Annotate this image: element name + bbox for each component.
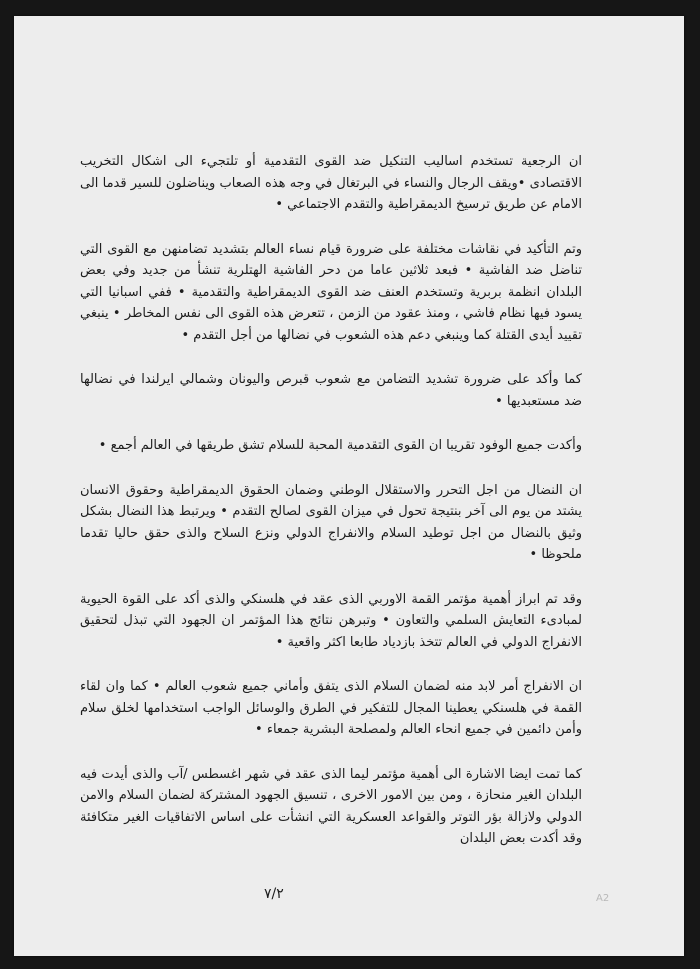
paragraph-6: وقد تم ابراز أهمية مؤتمر القمة الاوربي الذى عقد في هلسنكي والذى أكد على القوة الحيوية لمبادىء التعايش السلمي والتعاون • وتبرهن نتائج هذا المؤتمر ان الجهود التي تبذل لتحقيق الانفراج الدولي في العالم تتخذ بازدياد طابعا اكثر واقعية • bbox=[80, 591, 582, 650]
paragraph-3: كما وأكد على ضرورة تشديد التضامن مع شعوب قبرص واليونان وشمالي ايرلندا في نضالها ضد مستعبديها • bbox=[80, 372, 582, 409]
page-number: ٧/٢ bbox=[264, 886, 284, 902]
pencil-annotation: A2 bbox=[596, 893, 610, 904]
paragraph-7: ان الانفراج أمر لابد منه لضمان السلام الذى يتفق وأماني جميع شعوب العالم • كما وان لقاء القمة في هلسنكي يعطينا المجال للتفكير في الطرق والوسائل الواجب استخدامها لخلق سلام وأمن دائمين في جميع انحاء العالم ولمصلحة البشرية جمعاء • bbox=[80, 679, 582, 737]
paragraph-2: وتم التأكيد في نقاشات مختلفة على ضرورة قيام نساء العالم بتشديد تضامنهن مع القوى التي تناضل ضد الفاشية • فبعد ثلاثين عاما من دحر الفاشية الهتلرية تنشأ من جديد وفي بعض البلدان انظمة بربرية وتستخدم العنف ضد القوى الديمقراطية والتقدمية • ففي اسبانيا التي يسود فيها نظام فاشي ، ومنذ عقود من الزمن ، تتعرض هذه القوى الى نفس المخاطر • ينبغي تقييد أيدى القتلة كما وينبغي دعم هذه الشعوب في نضالها من أجل التقدم • bbox=[80, 241, 582, 343]
body-text bbox=[80, 151, 582, 873]
paragraph-1: ان الرجعية تستخدم اساليب التنكيل ضد القوى التقدمية أو تلتجيء الى اشكال التخريب الاقتصادى •ويقف الرجال والنساء في البرتغال في وجه هذه الصعاب ويناضلون للسير قدما الى الامام عن طريق ترسيخ الديمقراطية والتقدم الاجتماعي • bbox=[80, 154, 582, 212]
paragraph-8: كما تمت ايضا الاشارة الى أهمية مؤتمر ليما الذى عقد في شهر اغسطس /آب والذى أيدت فيه البلدان الغير منحازة ، ومن بين الامور الاخرى ، تنسيق الجهود المشتركة لضمان السلام والامن الدولي ولازالة بؤر التوتر والقواعد العسكرية التي انشأت على اساس الاتفاقيات الغير متكافئة وقد أكدت بعض البلدان bbox=[80, 766, 582, 846]
paragraph-5: ان النضال من اجل التحرر والاستقلال الوطني وضمان الحقوق الديمقراطية وحقوق الانسان يشتد من يوم الى آخر بنتيجة تحول في ميزان القوى لصالح التقدم • ويرتبط هذا النضال بشكل وثيق بالنضال من اجل توطيد السلام والانفراج الدولي ونزع السلاح والذى حقق حاليا تقدما ملحوظا • bbox=[80, 482, 582, 562]
document-page bbox=[14, 16, 684, 956]
paragraph-4: وأكدت جميع الوفود تقريبا ان القوى التقدمية المحبة للسلام تشق طريقها في العالم أجمع • bbox=[98, 438, 582, 453]
